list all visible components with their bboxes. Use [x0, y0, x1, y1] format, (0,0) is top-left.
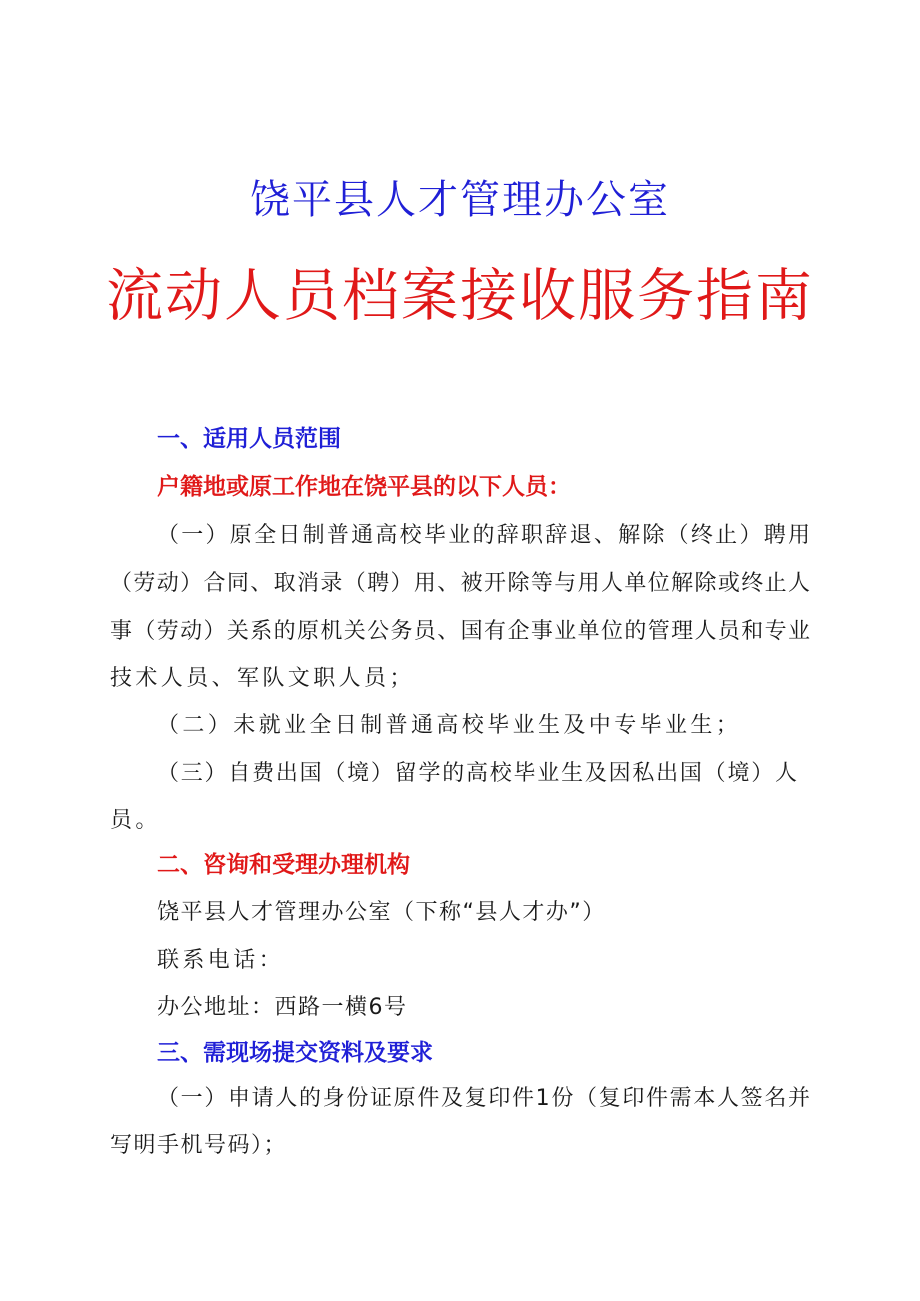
item-1-line-1: （一）原全日制普通高校毕业的辞职辞退、解除（终止）聘用: [157, 523, 810, 548]
office-address: 办公地址：西路一横6号: [157, 995, 408, 1020]
contact-phone: 联系电话：: [157, 948, 285, 973]
section-1-heading: 一、适用人员范围: [157, 426, 341, 452]
req-item-1-line-1: （一）申请人的身份证原件及复印件1份（复印件需本人签名并: [157, 1086, 810, 1111]
item-3-line-1: （三）自费出国（境）留学的高校毕业生及因私出国（境）人: [157, 761, 797, 786]
item-1-line-3: 事（劳动）关系的原机关公务员、国有企事业单位的管理人员和专业: [110, 619, 810, 644]
item-3-line-2: 员。: [110, 808, 161, 833]
section-1-intro: 户籍地或原工作地在饶平县的以下人员：: [157, 474, 571, 500]
section-3-heading: 三、需现场提交资料及要求: [157, 1040, 433, 1066]
item-1-line-4: 技术人员、军队文职人员；: [110, 666, 415, 691]
organization-title: 饶平县人才管理办公室: [250, 177, 670, 223]
item-1-line-2: （劳动）合同、取消录（聘）用、被开除等与用人单位解除或终止人: [110, 571, 810, 596]
req-item-1-line-2: 写明手机号码）；: [110, 1133, 288, 1158]
item-2: （二）未就业全日制普通高校毕业生及中专毕业生；: [157, 713, 742, 738]
agency-name: 饶平县人才管理办公室（下称“县人才办”）: [157, 900, 606, 925]
section-2-heading: 二、咨询和受理办理机构: [157, 852, 410, 878]
document-title: 流动人员档案接收服务指南: [106, 263, 814, 329]
